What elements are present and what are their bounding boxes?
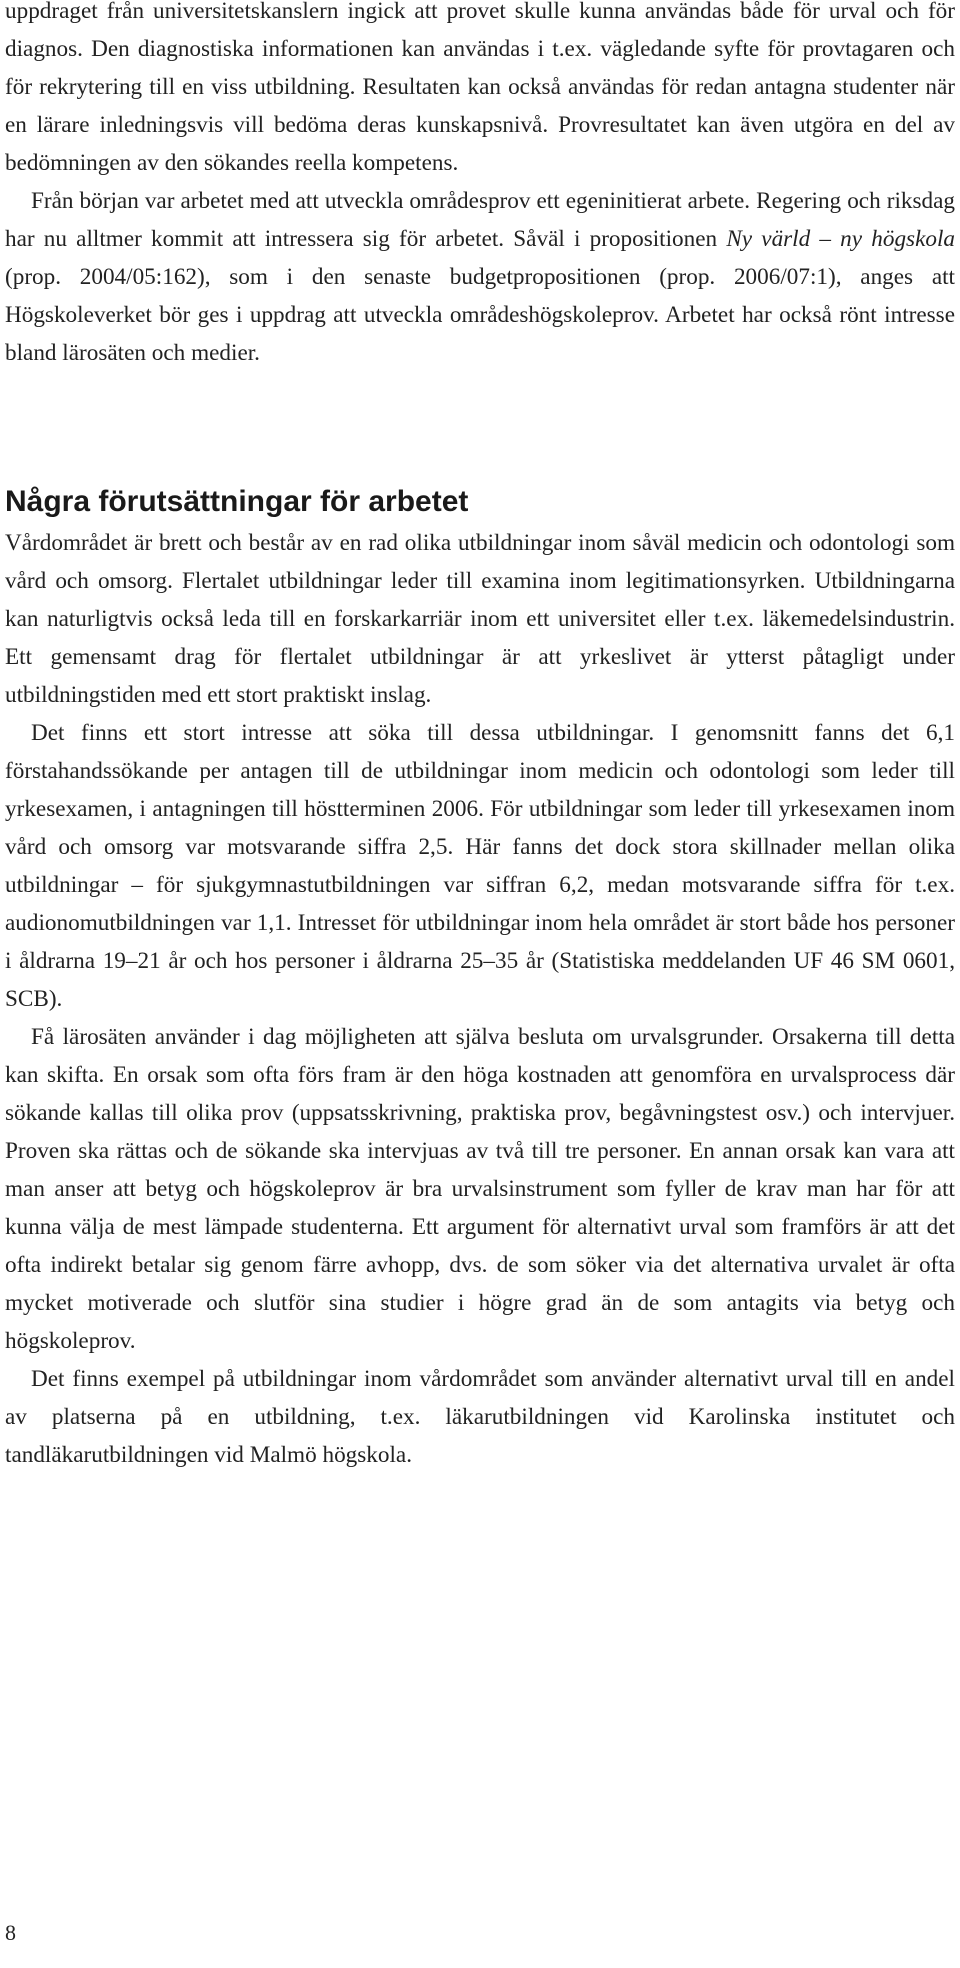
- paragraph-omradesprov: [5, 182, 955, 372]
- page-number: 8: [5, 1920, 16, 1945]
- paragraph-text: Från början var arbetet med att utveckla områdesprov ett egeninitierat arbete. Regering och riksdag har nu alltmer kommit att intressera sig för arbetet. Såväl i propositionen: [5, 188, 955, 252]
- paragraph-text: (prop. 2004/05:162), som i den senaste budgetpropositionen (prop. 2006/07:1), anges att Högskoleverket bör ges i uppdrag att utveckla områdeshögskoleprov. Arbetet har också rönt intresse bland lärosäten och medier.: [5, 264, 955, 366]
- paragraph-continued: uppdraget från universitetskanslern ingick att provet skulle kunna användas både för urval och för diagnos. Den diagnostiska informationen kan användas i t.ex. vägledande syfte för provtagaren och för rekrytering till en viss utbildning. Resultaten kan också användas för redan antagna studenter när en lärare inledningsvis vill bedöma deras kunskapsnivå. Provresultatet kan även utgöra en del av bedömningen av den sökandes reella kompetens.: [5, 0, 955, 176]
- paragraph-exempel: Det finns exempel på utbildningar inom vårdområdet som använder alternativt urval till en andel av platserna på en utbildning, t.ex. läkarutbildningen vid Karolinska institutet och tandläkarutbildningen vid Malmö högskola.: [5, 1366, 955, 1468]
- paragraph-vardomradet: Vårdområdet är brett och består av en rad olika utbildningar inom såväl medicin och odontologi som vård och omsorg. Flertalet utbildningar leder till examina inom legitimationsyrken. Utbildningarna kan naturligtvis också leda till en forskarkarriär inom ett universitet eller t.ex. läkemedelsindustrin. Ett gemensamt drag för flertalet utbildningar är att yrkeslivet är ytterst påtagligt under utbildningstiden med ett stort praktiskt inslag.: [5, 530, 955, 708]
- section-heading: Några förutsättningar för arbetet: [5, 485, 469, 518]
- paragraph-urvalsgrunder: Få lärosäten använder i dag möjligheten att själva besluta om urvalsgrunder. Orsakerna till detta kan skifta. En orsak som ofta förs fram är den höga kostnaden att genomföra en urvalsprocess där sökande kallas till olika prov (uppsatsskrivning, praktiska prov, begåvningstest osv.) och intervjuer. Proven ska rättas och de sökande ska intervjuas av två till tre personer. En annan orsak kan vara att man anser att betyg och högskoleprov är bra urvalsinstrument som fyller de krav man har för att kunna välja de mest lämpade studenterna. Ett argument för alternativt urval som framförs är att det ofta indirekt betalar sig genom färre avhopp, dvs. de som söker via det alternativa urvalet är ofta mycket motiverade och slutför sina studier i högre grad än de som antagits via betyg och högskoleprov.: [5, 1024, 955, 1354]
- proposition-title: Ny värld – ny högskola: [726, 226, 955, 252]
- document-page: [5, 0, 955, 1474]
- paragraph-intresse: Det finns ett stort intresse att söka till dessa utbildningar. I genomsnitt fanns det 6,1 förstahandssökande per antagen till de utbildningar inom medicin och odontologi som leder till yrkesexamen, i antagningen till höstterminen 2006. För utbildningar som leder till yrkesexamen inom vård och omsorg var motsvarande siffra 2,5. Här fanns det dock stora skillnader mellan olika utbildningar – för sjukgymnastutbildningen var siffran 6,2, medan motsvarande siffra för t.ex. audionomutbildningen var 1,1. Intresset för utbildningar inom hela området är stort både hos personer i åldrarna 19–21 år och hos personer i åldrarna 25–35 år (Statistiska meddelanden UF 46 SM 0601, SCB).: [5, 720, 955, 1012]
